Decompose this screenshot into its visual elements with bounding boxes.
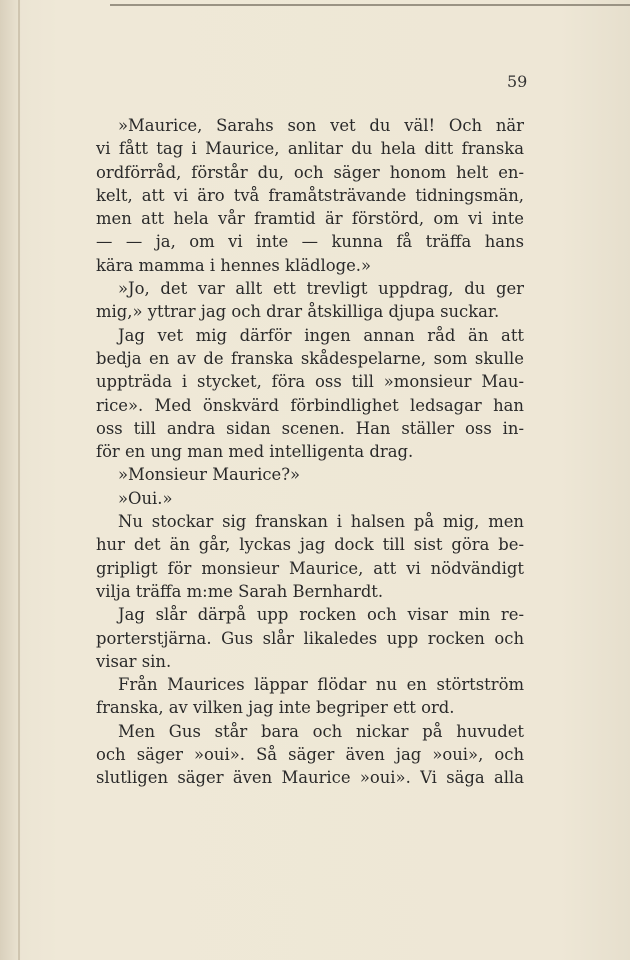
page-edge-rule bbox=[110, 4, 630, 6]
text-line: mig,» yttrar jag och drar åtskilliga djupa suckar. bbox=[96, 302, 500, 322]
text-line: vi fått tag i Maurice, anlitar du hela ditt franska bbox=[96, 139, 524, 159]
page-number: 59 bbox=[507, 72, 528, 91]
text-line: vilja träffa m:me Sarah Bernhardt. bbox=[96, 581, 384, 601]
text-line: »Jo, det var allt ett trevligt uppdrag, du ger bbox=[118, 279, 524, 299]
text-line: bedja en av de franska skådespelarne, som skulle bbox=[96, 348, 524, 368]
text-line: slutligen säger även Maurice »oui». Vi säga alla bbox=[96, 768, 524, 788]
body-text bbox=[96, 114, 524, 790]
text-line: visar sin. bbox=[96, 651, 172, 671]
text-line: kära mamma i hennes klädloge.» bbox=[96, 255, 372, 275]
text-line: men att hela vår framtid är förstörd, om vi inte bbox=[96, 209, 524, 229]
text-line: »Maurice, Sarahs son vet du väl! Och när bbox=[118, 116, 524, 135]
text-line: och säger »oui». Så säger även jag »oui», och bbox=[96, 745, 524, 765]
text-line: porterstjärna. Gus slår likaledes upp rocken och bbox=[96, 628, 524, 648]
text-line: uppträda i stycket, föra oss till »monsieur Mau- bbox=[96, 372, 524, 392]
text-line: Jag slår därpå upp rocken och visar min re- bbox=[118, 605, 524, 625]
text-line: Jag vet mig därför ingen annan råd än att bbox=[118, 325, 524, 345]
text-line: ordförråd, förstår du, och säger honom helt en- bbox=[96, 162, 524, 182]
text-line: franska, av vilken jag inte begriper ett ord. bbox=[96, 698, 455, 718]
text-line: Nu stockar sig franskan i halsen på mig, men bbox=[118, 512, 524, 532]
text-line: oss till andra sidan scenen. Han ställer oss in- bbox=[96, 418, 524, 438]
text-line: rice». Med önskvärd förbindlighet ledsagar han bbox=[96, 395, 524, 415]
text-line: »Monsieur Maurice?» bbox=[118, 465, 301, 485]
text-line: hur det än går, lyckas jag dock till sist göra be- bbox=[96, 535, 524, 555]
text-line: Från Maurices läppar flödar nu en störtström bbox=[118, 675, 524, 695]
text-line: gripligt för monsieur Maurice, att vi nödvändigt bbox=[96, 558, 524, 578]
text-line: kelt, att vi äro två framåtsträvande tidningsmän, bbox=[96, 185, 524, 205]
text-line: Men Gus står bara och nickar på huvudet bbox=[118, 721, 524, 741]
text-line: — — ja, om vi inte — kunna få träffa hans bbox=[96, 232, 524, 252]
binding-gutter bbox=[18, 0, 20, 960]
text-line: »Oui.» bbox=[118, 488, 173, 508]
text-line: för en ung man med intelligenta drag. bbox=[96, 442, 414, 462]
